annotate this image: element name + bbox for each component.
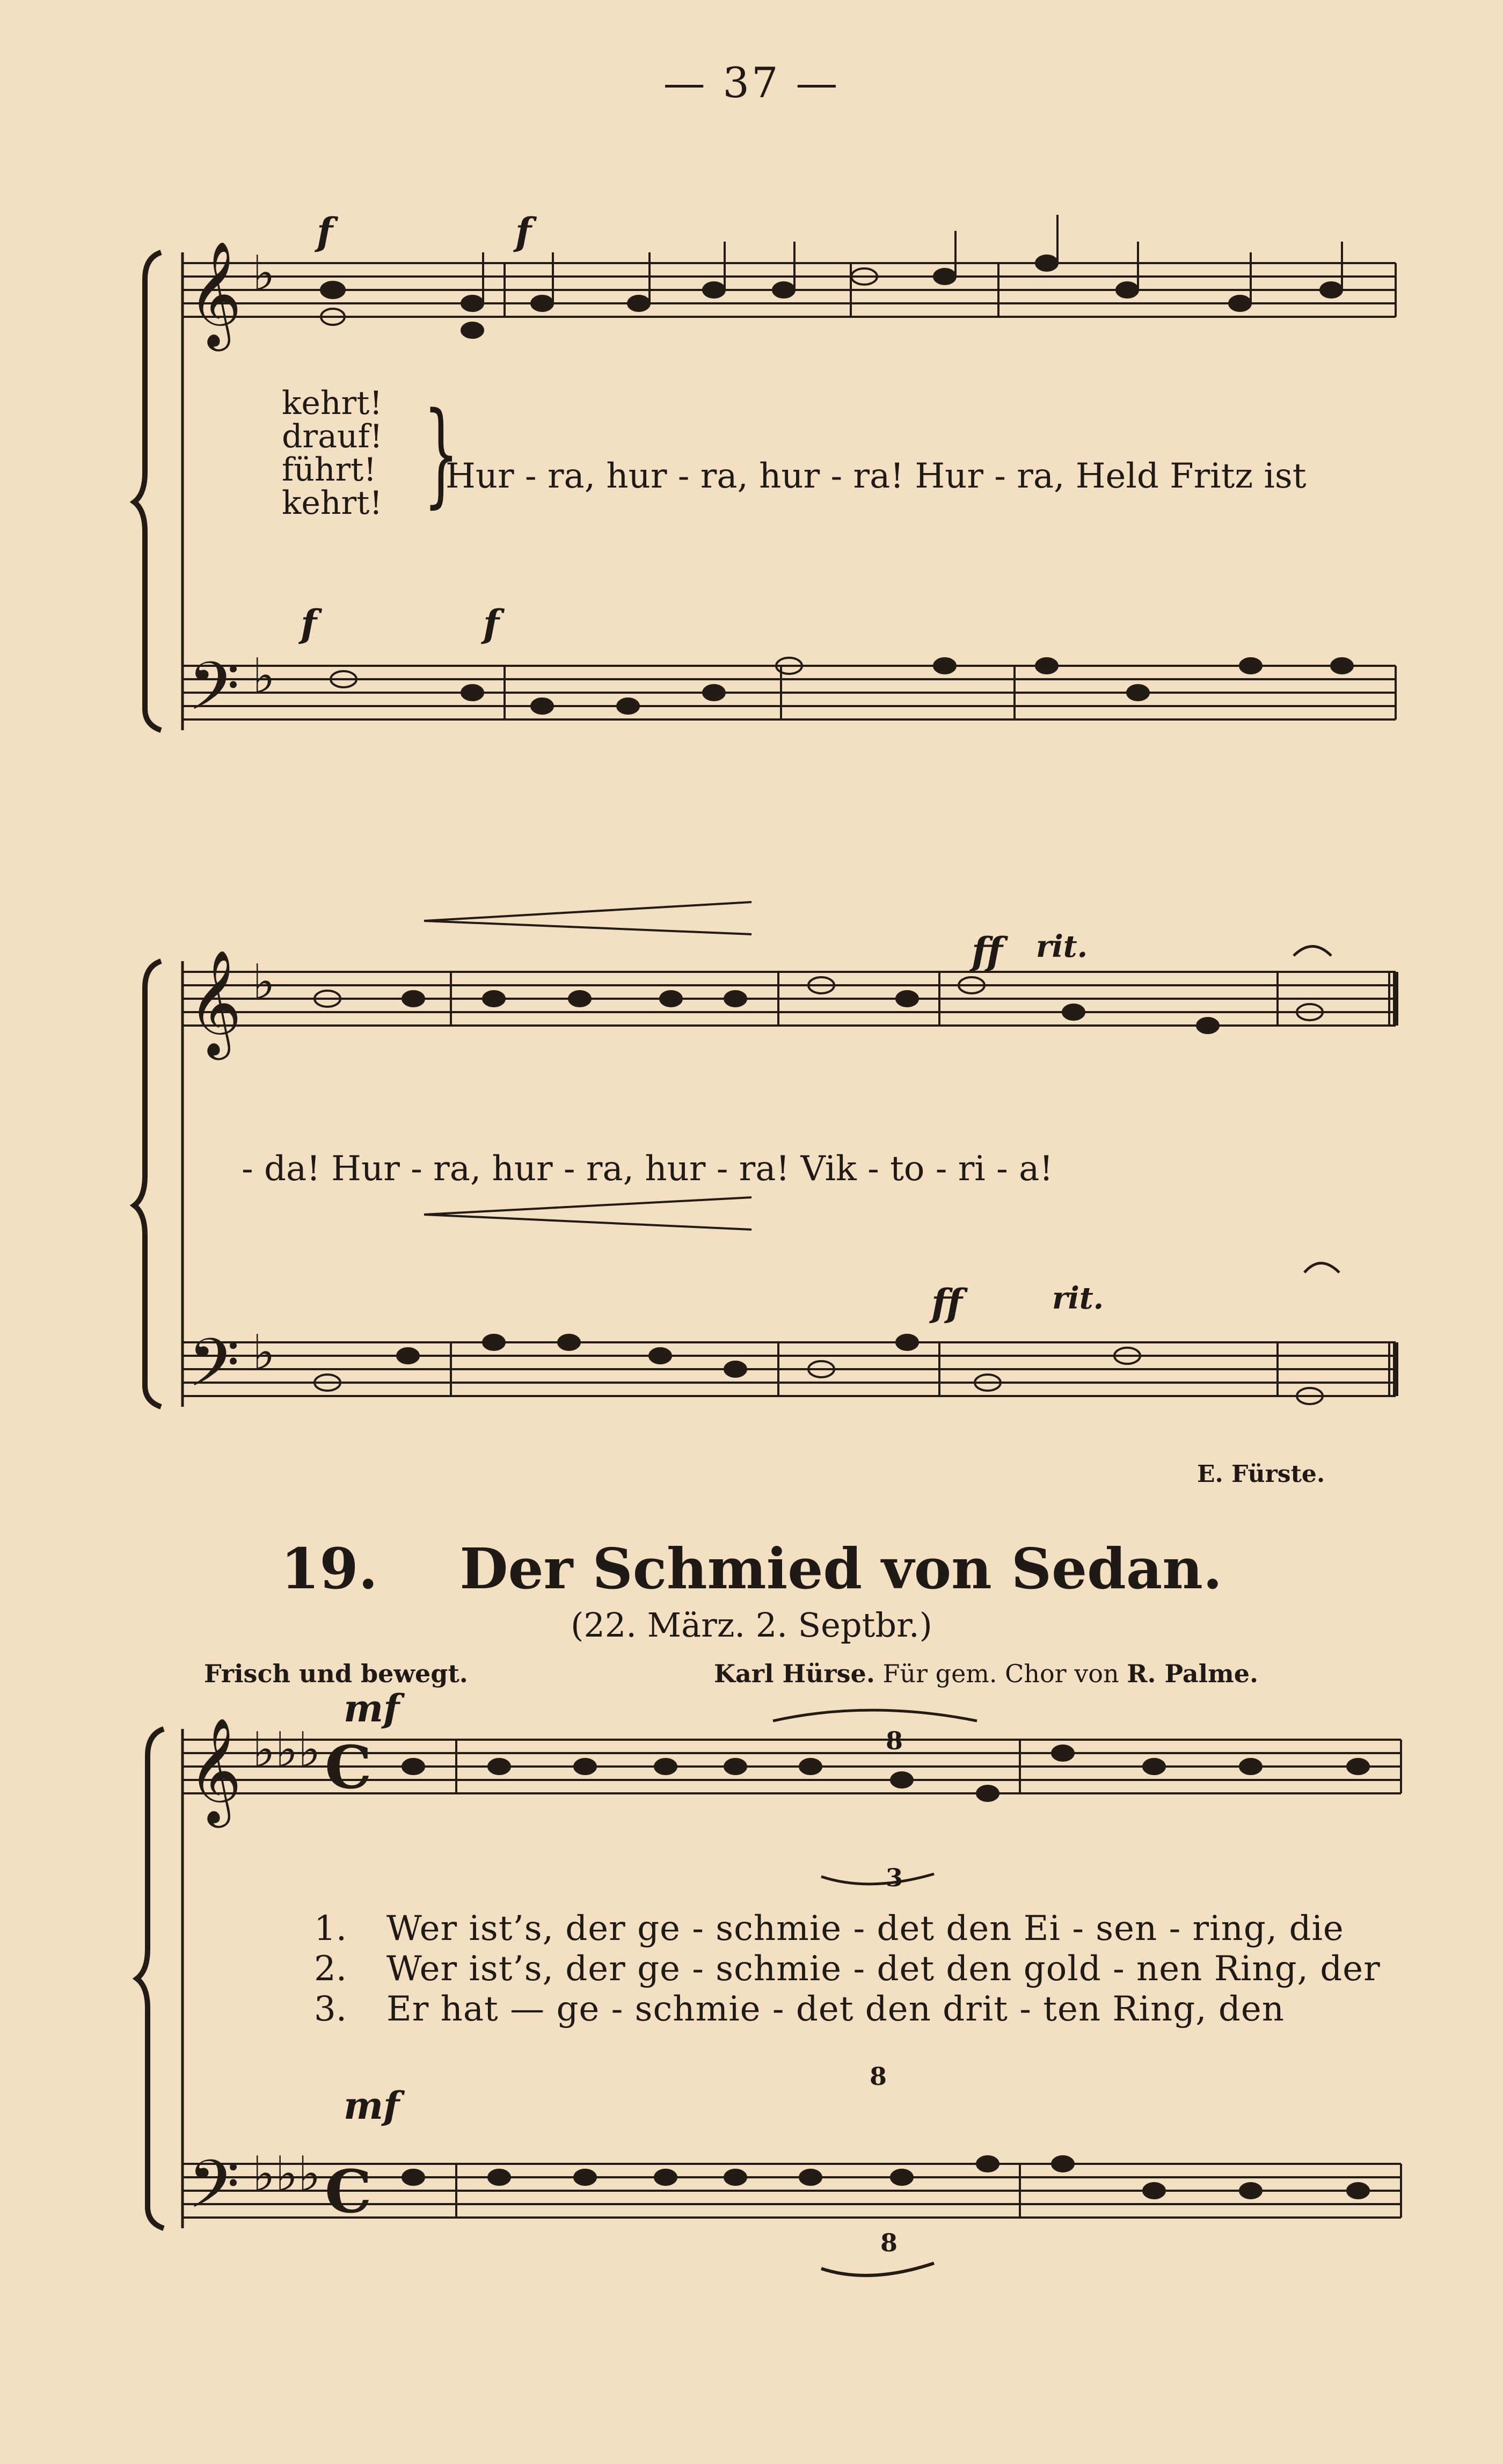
svg-text:♭: ♭ (252, 954, 275, 1011)
lyric-line-system1: Hur - ra, hur - ra, hur - ra! Hur - ra, Held Fritz ist (446, 456, 1307, 496)
page-number: — 37 — (663, 59, 840, 107)
svg-text:𝄞: 𝄞 (188, 241, 242, 347)
stacked-word-4: kehrt! (282, 484, 383, 522)
bass-dynamic-f-2: f (483, 601, 500, 646)
octave-mark-bass-1: 8 (870, 2062, 887, 2091)
verse-text-3: Er hat — ge - schmie - det den drit - ten Ring, den (386, 1989, 1285, 2029)
stacked-word-3: führt! (282, 451, 377, 489)
dynamic-f-2: f (515, 209, 532, 254)
svg-text:C: C (325, 1733, 372, 1802)
song-dates: (22. März. 2. Septbr.) (571, 1605, 932, 1645)
song-title-text: Der Schmied von Sedan. (459, 1536, 1223, 1602)
verse-number-1: 1. (314, 1909, 347, 1949)
octave-mark-top: 8 (886, 1726, 903, 1755)
song-arranger: R. Palme. (1127, 1659, 1259, 1688)
svg-text:𝄢: 𝄢 (188, 648, 240, 742)
verse-number-3: 3. (314, 1989, 347, 2029)
svg-text:C: C (325, 2157, 372, 2226)
lyric-line-system2: - da! Hur - ra, hur - ra, hur - ra! Vik - to - ri - a! (242, 1149, 1053, 1189)
staff-system2-treble (183, 972, 1396, 1026)
stacked-words (282, 384, 383, 522)
song-number: 19. (280, 1536, 378, 1602)
brace: } (423, 388, 459, 519)
svg-text:𝄞: 𝄞 (188, 949, 242, 1056)
dynamic-mf-bass: mf (344, 2083, 400, 2128)
song-title (0, 1536, 1503, 1602)
marking-ff: ff (972, 929, 1003, 973)
verse-number-2: 2. (314, 1949, 347, 1989)
bass-marking-rit: rit. (1052, 1281, 1104, 1316)
octave-mark-bass-2: 8 (880, 2228, 898, 2257)
svg-text:♭♭♭: ♭♭♭ (252, 1722, 321, 1778)
svg-text:♭♭♭: ♭♭♭ (252, 2146, 321, 2203)
verse-text-1: Wer ist’s, der ge - schmie - det den Ei - sen - ring, die (386, 1909, 1344, 1949)
svg-text:♭: ♭ (252, 1325, 275, 1381)
song-author: Karl Hürse. (714, 1659, 875, 1688)
stacked-word-2: drauf! (282, 418, 383, 455)
triplet-mark-top: 3 (886, 1863, 903, 1892)
arrangement-prefix: Für gem. Chor von (882, 1659, 1119, 1688)
staff-system2-bass (183, 1342, 1396, 1396)
composer-credit: E. Fürste. (1197, 1460, 1325, 1488)
dynamic-f-1: f (317, 209, 333, 254)
tempo-marking: Frisch und bewegt. (204, 1659, 468, 1688)
svg-text:♭: ♭ (252, 245, 275, 302)
svg-text:♭: ♭ (252, 648, 275, 704)
bass-marking-ff: ff (931, 1281, 962, 1325)
svg-text:𝄢: 𝄢 (188, 2146, 240, 2240)
verse-text-2: Wer ist’s, der ge - schmie - det den gold - nen Ring, der (386, 1949, 1381, 1989)
bass-dynamic-f-1: f (301, 601, 317, 646)
marking-rit: rit. (1036, 929, 1088, 964)
svg-text:𝄢: 𝄢 (188, 1325, 240, 1418)
dynamic-mf-top: mf (344, 1686, 400, 1731)
svg-text:𝄞: 𝄞 (188, 1717, 242, 1823)
song-credits (714, 1659, 1258, 1688)
stacked-word-1: kehrt! (282, 384, 383, 422)
